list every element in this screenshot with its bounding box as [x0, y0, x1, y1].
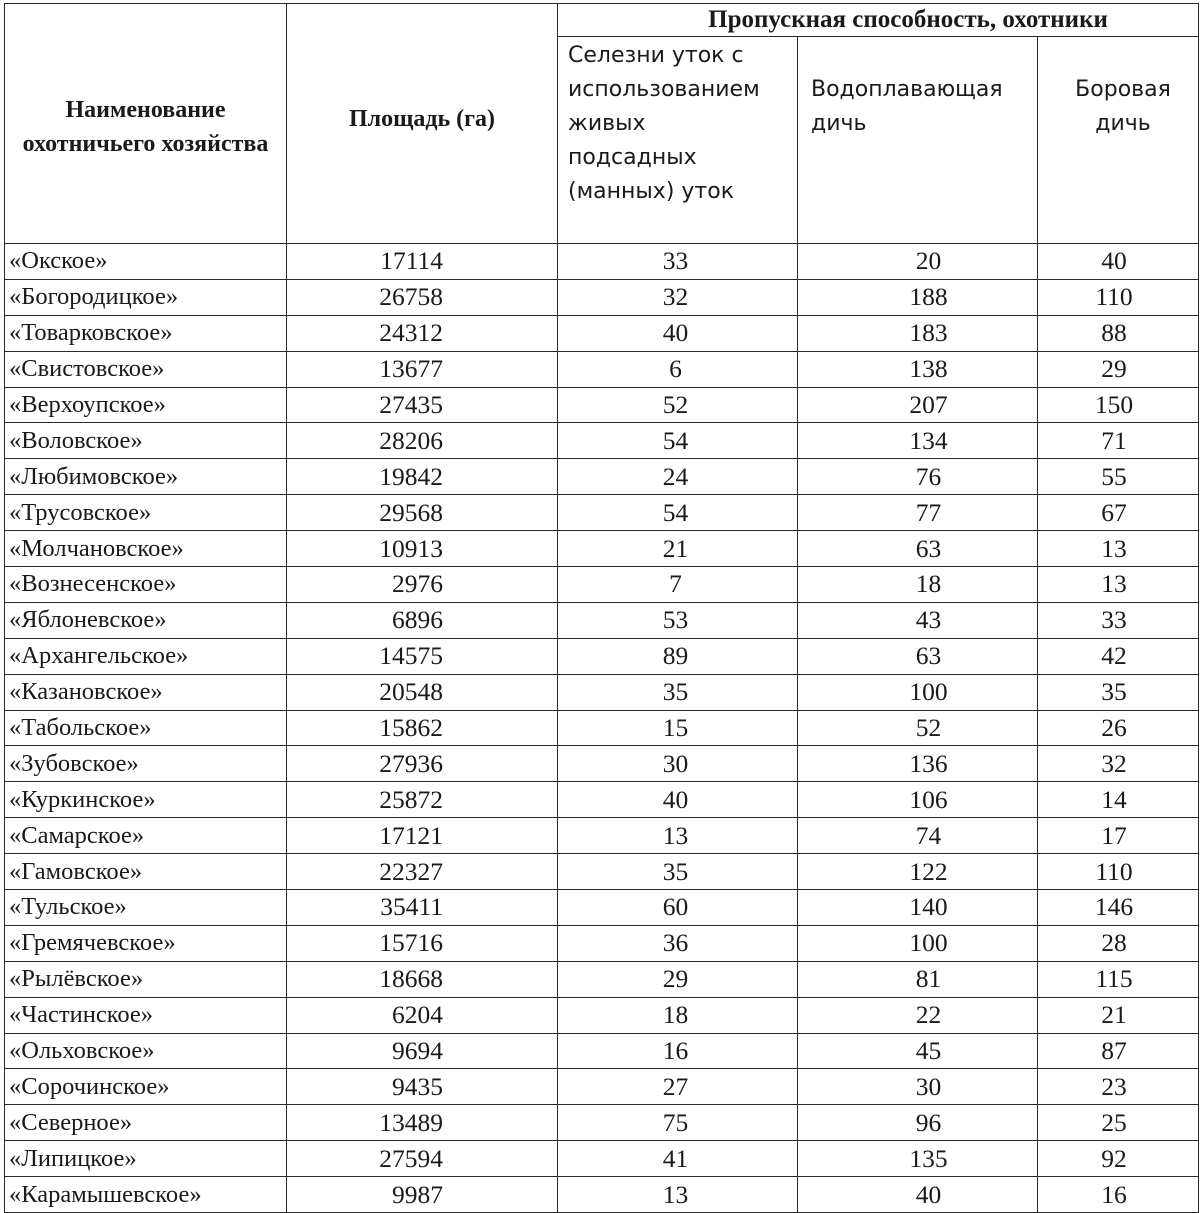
- cell-waterfowl: 183: [798, 315, 1038, 351]
- cell-area: 9435: [287, 1069, 558, 1105]
- cell-area: 15862: [287, 710, 558, 746]
- cell-upland: 13: [1038, 531, 1199, 567]
- table-row: [5, 1033, 1199, 1069]
- cell-upland: 71: [1038, 423, 1199, 459]
- cell-waterfowl: 81: [798, 961, 1038, 997]
- cell-name: «Сорочинское»: [5, 1069, 287, 1105]
- cell-upland: 13: [1038, 567, 1199, 603]
- cell-drakes: 18: [558, 997, 798, 1033]
- cell-name: «Воловское»: [5, 423, 287, 459]
- cell-upland: 40: [1038, 244, 1199, 280]
- header-drakes: Селезни уток с использованием живых подсадных (манных) уток: [558, 37, 798, 244]
- cell-area: 29568: [287, 495, 558, 531]
- cell-upland: 29: [1038, 351, 1199, 387]
- cell-upland: 14: [1038, 782, 1199, 818]
- cell-drakes: 24: [558, 459, 798, 495]
- cell-area: 20548: [287, 674, 558, 710]
- cell-waterfowl: 76: [798, 459, 1038, 495]
- cell-name: «Богородицкое»: [5, 279, 287, 315]
- cell-waterfowl: 134: [798, 423, 1038, 459]
- cell-drakes: 36: [558, 925, 798, 961]
- cell-name: «Гамовское»: [5, 854, 287, 890]
- cell-upland: 42: [1038, 638, 1199, 674]
- table-row: [5, 387, 1199, 423]
- table-row: [5, 1141, 1199, 1177]
- hunting-capacity-table: [4, 3, 1199, 1213]
- cell-area: 18668: [287, 961, 558, 997]
- table-row: [5, 1105, 1199, 1141]
- cell-upland: 87: [1038, 1033, 1199, 1069]
- table-row: [5, 495, 1199, 531]
- cell-waterfowl: 188: [798, 279, 1038, 315]
- cell-area: 27435: [287, 387, 558, 423]
- table-row: [5, 961, 1199, 997]
- table-row: [5, 925, 1199, 961]
- cell-waterfowl: 20: [798, 244, 1038, 280]
- cell-area: 14575: [287, 638, 558, 674]
- cell-area: 9694: [287, 1033, 558, 1069]
- cell-upland: 32: [1038, 746, 1199, 782]
- cell-name: «Архангельское»: [5, 638, 287, 674]
- cell-drakes: 29: [558, 961, 798, 997]
- table-header: [5, 4, 1199, 244]
- cell-waterfowl: 138: [798, 351, 1038, 387]
- cell-name: «Северное»: [5, 1105, 287, 1141]
- cell-waterfowl: 135: [798, 1141, 1038, 1177]
- cell-drakes: 6: [558, 351, 798, 387]
- cell-name: «Куркинское»: [5, 782, 287, 818]
- cell-name: «Любимовское»: [5, 459, 287, 495]
- cell-name: «Ольховское»: [5, 1033, 287, 1069]
- cell-waterfowl: 52: [798, 710, 1038, 746]
- cell-drakes: 27: [558, 1069, 798, 1105]
- cell-name: «Яблоневское»: [5, 602, 287, 638]
- cell-waterfowl: 22: [798, 997, 1038, 1033]
- cell-upland: 28: [1038, 925, 1199, 961]
- cell-drakes: 7: [558, 567, 798, 603]
- cell-area: 6204: [287, 997, 558, 1033]
- cell-area: 13489: [287, 1105, 558, 1141]
- cell-upland: 21: [1038, 997, 1199, 1033]
- cell-upland: 23: [1038, 1069, 1199, 1105]
- table-row: [5, 710, 1199, 746]
- cell-drakes: 54: [558, 495, 798, 531]
- cell-area: 26758: [287, 279, 558, 315]
- cell-waterfowl: 77: [798, 495, 1038, 531]
- cell-waterfowl: 136: [798, 746, 1038, 782]
- cell-drakes: 75: [558, 1105, 798, 1141]
- cell-upland: 26: [1038, 710, 1199, 746]
- table-row: [5, 674, 1199, 710]
- table-row: [5, 244, 1199, 280]
- cell-upland: 55: [1038, 459, 1199, 495]
- cell-waterfowl: 63: [798, 531, 1038, 567]
- table-row: [5, 567, 1199, 603]
- cell-area: 22327: [287, 854, 558, 890]
- header-row-top: [5, 4, 1199, 37]
- cell-name: «Окское»: [5, 244, 287, 280]
- cell-name: «Товарковское»: [5, 315, 287, 351]
- cell-waterfowl: 30: [798, 1069, 1038, 1105]
- table-row: [5, 638, 1199, 674]
- cell-upland: 150: [1038, 387, 1199, 423]
- table-row: [5, 890, 1199, 926]
- table-row: [5, 351, 1199, 387]
- cell-upland: 33: [1038, 602, 1199, 638]
- cell-upland: 16: [1038, 1177, 1199, 1213]
- cell-name: «Свистовское»: [5, 351, 287, 387]
- cell-waterfowl: 45: [798, 1033, 1038, 1069]
- table-row: [5, 315, 1199, 351]
- table-row: [5, 602, 1199, 638]
- cell-name: «Казановское»: [5, 674, 287, 710]
- cell-waterfowl: 106: [798, 782, 1038, 818]
- cell-drakes: 35: [558, 674, 798, 710]
- cell-waterfowl: 122: [798, 854, 1038, 890]
- cell-drakes: 40: [558, 315, 798, 351]
- table-row: [5, 1069, 1199, 1105]
- cell-name: «Вознесенское»: [5, 567, 287, 603]
- table-row: [5, 531, 1199, 567]
- cell-upland: 110: [1038, 854, 1199, 890]
- cell-name: «Рылёвское»: [5, 961, 287, 997]
- table-body: [5, 244, 1199, 1213]
- cell-area: 25872: [287, 782, 558, 818]
- header-capacity-group: Пропускная способность, охотники: [558, 4, 1199, 37]
- cell-name: «Частинское»: [5, 997, 287, 1033]
- cell-area: 35411: [287, 890, 558, 926]
- cell-area: 9987: [287, 1177, 558, 1213]
- cell-name: «Карамышевское»: [5, 1177, 287, 1213]
- cell-name: «Тульское»: [5, 890, 287, 926]
- cell-waterfowl: 74: [798, 818, 1038, 854]
- cell-drakes: 54: [558, 423, 798, 459]
- cell-upland: 67: [1038, 495, 1199, 531]
- cell-area: 27594: [287, 1141, 558, 1177]
- cell-area: 15716: [287, 925, 558, 961]
- cell-waterfowl: 63: [798, 638, 1038, 674]
- cell-waterfowl: 18: [798, 567, 1038, 603]
- cell-upland: 25: [1038, 1105, 1199, 1141]
- cell-area: 24312: [287, 315, 558, 351]
- cell-name: «Трусовское»: [5, 495, 287, 531]
- table-row: [5, 279, 1199, 315]
- cell-waterfowl: 207: [798, 387, 1038, 423]
- header-upland: Боровая дичь: [1038, 37, 1199, 244]
- cell-drakes: 15: [558, 710, 798, 746]
- cell-area: 28206: [287, 423, 558, 459]
- cell-name: «Зубовское»: [5, 746, 287, 782]
- table-row: [5, 997, 1199, 1033]
- cell-name: «Верхоупское»: [5, 387, 287, 423]
- cell-upland: 88: [1038, 315, 1199, 351]
- cell-drakes: 35: [558, 854, 798, 890]
- cell-drakes: 13: [558, 1177, 798, 1213]
- table-row: [5, 459, 1199, 495]
- table-row: [5, 746, 1199, 782]
- cell-waterfowl: 140: [798, 890, 1038, 926]
- cell-drakes: 33: [558, 244, 798, 280]
- header-area: Площадь (га): [287, 4, 558, 244]
- cell-name: «Табольское»: [5, 710, 287, 746]
- cell-waterfowl: 43: [798, 602, 1038, 638]
- cell-upland: 35: [1038, 674, 1199, 710]
- cell-drakes: 13: [558, 818, 798, 854]
- cell-area: 6896: [287, 602, 558, 638]
- header-waterfowl: Водоплавающая дичь: [798, 37, 1038, 244]
- cell-waterfowl: 40: [798, 1177, 1038, 1213]
- cell-name: «Молчановское»: [5, 531, 287, 567]
- cell-drakes: 16: [558, 1033, 798, 1069]
- cell-upland: 17: [1038, 818, 1199, 854]
- cell-upland: 92: [1038, 1141, 1199, 1177]
- cell-name: «Гремячевское»: [5, 925, 287, 961]
- table-row: [5, 818, 1199, 854]
- cell-drakes: 60: [558, 890, 798, 926]
- cell-drakes: 21: [558, 531, 798, 567]
- cell-drakes: 52: [558, 387, 798, 423]
- cell-drakes: 41: [558, 1141, 798, 1177]
- cell-drakes: 53: [558, 602, 798, 638]
- cell-upland: 115: [1038, 961, 1199, 997]
- cell-area: 17121: [287, 818, 558, 854]
- cell-area: 2976: [287, 567, 558, 603]
- cell-waterfowl: 96: [798, 1105, 1038, 1141]
- cell-area: 10913: [287, 531, 558, 567]
- cell-drakes: 89: [558, 638, 798, 674]
- header-name: Наименование охотничьего хозяйства: [5, 4, 287, 244]
- cell-waterfowl: 100: [798, 674, 1038, 710]
- cell-area: 19842: [287, 459, 558, 495]
- cell-name: «Самарское»: [5, 818, 287, 854]
- cell-waterfowl: 100: [798, 925, 1038, 961]
- table-row: [5, 423, 1199, 459]
- cell-area: 13677: [287, 351, 558, 387]
- cell-drakes: 30: [558, 746, 798, 782]
- cell-drakes: 40: [558, 782, 798, 818]
- cell-area: 17114: [287, 244, 558, 280]
- cell-upland: 146: [1038, 890, 1199, 926]
- cell-drakes: 32: [558, 279, 798, 315]
- table-row: [5, 854, 1199, 890]
- cell-area: 27936: [287, 746, 558, 782]
- cell-name: «Липицкое»: [5, 1141, 287, 1177]
- table-row: [5, 782, 1199, 818]
- cell-upland: 110: [1038, 279, 1199, 315]
